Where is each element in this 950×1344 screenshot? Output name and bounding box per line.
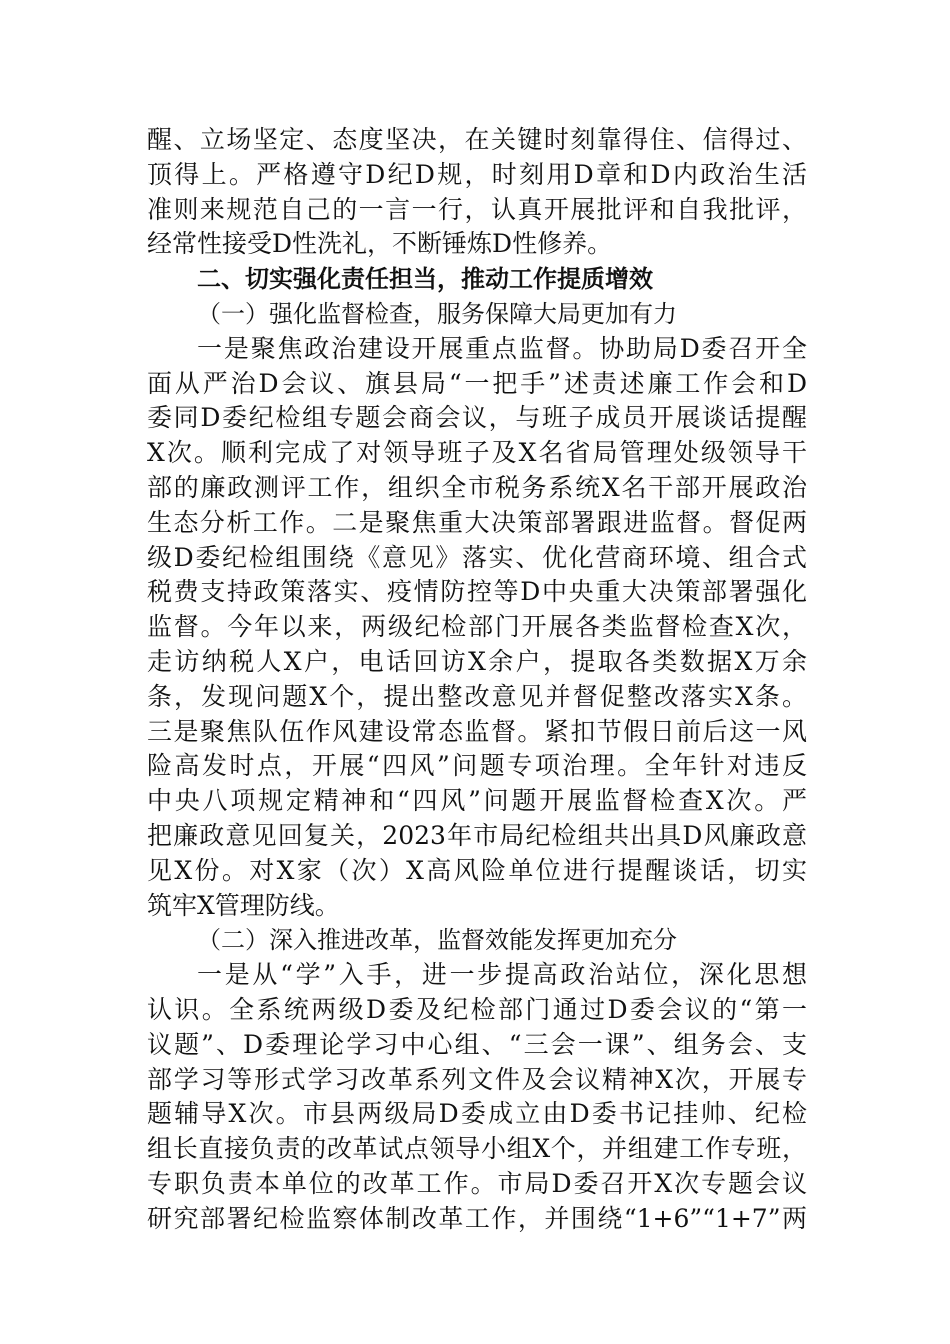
paragraph-line: 议题”、D委理论学习中心组、“三会一课”、组务会、支 — [147, 1029, 807, 1059]
paragraph-line: 筑牢X管理防线。 — [147, 890, 340, 920]
paragraph-line: 研究部署纪检监察体制改革工作，并围绕“1+6”“1+7”两 — [147, 1203, 807, 1233]
paragraph-line: 险高发时点，开展“四风”问题专项治理。全年针对违反 — [147, 751, 807, 781]
paragraph-line: 监督。今年以来，两级纪检部门开展各类监督检查X次， — [147, 612, 807, 642]
paragraph-line: 醒、立场坚定、态度坚决，在关键时刻靠得住、信得过、 — [147, 125, 807, 154]
section-heading: 二、切实强化责任担当，推动工作提质增效 — [197, 265, 653, 294]
paragraph-line: 委同D委纪检组专题会商会议，与班子成员开展谈话提醒 — [147, 403, 807, 433]
paragraph-line: 三是聚焦队伍作风建设常态监督。紧扣节假日前后这一风 — [147, 716, 807, 746]
paragraph-line: 认识。全系统两级D委及纪检部门通过D委会议的“第一 — [147, 994, 807, 1024]
paragraph-line: 条，发现问题X个，提出整改意见并督促整改落实X条。 — [147, 681, 807, 711]
document-body — [147, 123, 807, 1237]
paragraph-line: 中央八项规定精神和“四风”问题开展监督检查X次。严 — [147, 786, 807, 816]
paragraph-line: 部学习等形式学习改革系列文件及会议精神X次，开展专 — [147, 1064, 807, 1094]
paragraph-line: X次。顺利完成了对领导班子及X名省局管理处级领导干 — [147, 438, 807, 468]
subsection-heading: （二）深入推进改革，监督效能发挥更加充分 — [197, 926, 677, 955]
paragraph-line: 组长直接负责的改革试点领导小组X个，并组建工作专班， — [147, 1134, 807, 1164]
paragraph-line: 一是聚焦政治建设开展重点监督。协助局D委召开全 — [197, 333, 807, 363]
paragraph-line: 准则来规范自己的一言一行，认真开展批评和自我批评， — [147, 194, 807, 224]
paragraph-line: 经常性接受D性洗礼，不断锤炼D性修养。 — [147, 229, 613, 259]
paragraph-line: 见X份。对X家（次）X高风险单位进行提醒谈话，切实 — [147, 855, 807, 885]
paragraph-line: 一是从“学”入手，进一步提高政治站位，深化思想 — [197, 960, 807, 990]
paragraph-line: 级D委纪检组围绕《意见》落实、优化营商环境、组合式 — [147, 542, 807, 572]
paragraph-line: 顶得上。严格遵守D纪D规，时刻用D章和D内政治生活 — [147, 159, 807, 189]
paragraph-line: 面从严治D会议、旗县局“一把手”述责述廉工作会和D — [147, 368, 807, 398]
paragraph-line: 专职负责本单位的改革工作。市局D委召开X次专题会议 — [147, 1168, 807, 1198]
paragraph-line: 生态分析工作。二是聚焦重大决策部署跟进监督。督促两 — [147, 507, 807, 537]
paragraph-line: 部的廉政测评工作，组织全市税务系统X名干部开展政治 — [147, 472, 807, 502]
paragraph-line: 题辅导X次。市县两级局D委成立由D委书记挂帅、纪检 — [147, 1099, 807, 1129]
paragraph-line: 走访纳税人X户，电话回访X余户，提取各类数据X万余 — [147, 646, 807, 676]
subsection-heading: （一）强化监督检查，服务保障大局更加有力 — [197, 299, 677, 328]
paragraph-line: 把廉政意见回复关，2023年市局纪检组共出具D风廉政意 — [147, 820, 807, 850]
paragraph-line: 税费支持政策落实、疫情防控等D中央重大决策部署强化 — [147, 577, 807, 607]
